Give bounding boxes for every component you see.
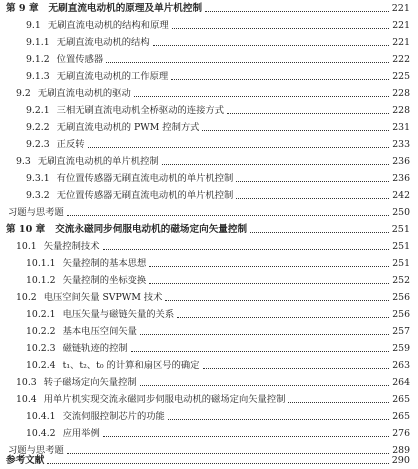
toc-entry xyxy=(16,374,410,391)
entry-title: 磁链轨迹的控制 xyxy=(62,343,128,354)
entry-page: 263 xyxy=(392,360,410,371)
entry-page: 231 xyxy=(392,122,410,133)
entry-number: 10.2.3 xyxy=(26,343,56,354)
leader-dots xyxy=(250,231,389,233)
entry-page: 251 xyxy=(392,258,410,269)
entry-number: 9.2.3 xyxy=(26,139,50,150)
toc-entry xyxy=(16,238,410,255)
entry-title: 参考文献 xyxy=(6,455,45,466)
entry-title: 无刷直流电动机的结构 xyxy=(56,37,150,48)
leader-dots xyxy=(106,61,389,63)
entry-number: 10.1 xyxy=(16,241,37,252)
entry-page: 256 xyxy=(392,292,410,303)
entry-number: 10.4.1 xyxy=(26,411,56,422)
leader-dots xyxy=(153,44,389,46)
entry-title: 无位置传感器无刷直流电动机的单片机控制 xyxy=(56,190,234,201)
entry-title: 矢量控制的坐标变换 xyxy=(62,275,147,286)
entry-number: 9.2.2 xyxy=(26,122,50,133)
leader-dots xyxy=(236,197,389,199)
entry-number: 10.1.2 xyxy=(26,275,56,286)
leader-dots xyxy=(88,146,389,148)
toc-entry xyxy=(16,391,410,408)
entry-title: t₁、t₂、t₀ 的计算和扇区号的确定 xyxy=(62,360,200,371)
entry-title: 应用举例 xyxy=(62,428,100,439)
entry-title: 习题与思考题 xyxy=(8,445,64,456)
entry-number: 10.4 xyxy=(16,394,37,405)
leader-dots xyxy=(172,27,389,29)
leader-dots xyxy=(177,316,389,318)
toc-entry xyxy=(26,51,410,68)
entry-title: 三相无刷直流电动机全桥驱动的连接方式 xyxy=(56,105,225,116)
leader-dots xyxy=(162,163,389,165)
entry-number: 9.2.1 xyxy=(26,105,50,116)
entry-number: 9.1.1 xyxy=(26,37,50,48)
toc-entry-references xyxy=(6,452,410,469)
entry-page: 276 xyxy=(392,428,410,439)
entry-number: 10.2.2 xyxy=(26,326,56,337)
toc-entry xyxy=(26,255,410,272)
entry-number: 10.3 xyxy=(16,377,37,388)
entry-number: 9.1 xyxy=(26,20,41,31)
toc-entry xyxy=(26,187,410,204)
entry-page: 221 xyxy=(392,37,410,48)
entry-page: 236 xyxy=(392,156,410,167)
entry-title: 位置传感器 xyxy=(56,54,104,65)
toc-entry xyxy=(26,34,410,51)
entry-number: 第 10 章 xyxy=(6,224,46,235)
entry-number: 9.2 xyxy=(16,88,31,99)
leader-dots xyxy=(103,248,390,250)
leader-dots xyxy=(227,112,389,114)
entry-number: 9.3.2 xyxy=(26,190,50,201)
leader-dots xyxy=(131,350,389,352)
entry-number: 10.1.1 xyxy=(26,258,56,269)
toc-entry xyxy=(8,204,410,221)
toc-entry xyxy=(26,102,410,119)
entry-number: 10.2 xyxy=(16,292,37,303)
entry-page: 265 xyxy=(392,411,410,422)
entry-page: 251 xyxy=(392,241,410,252)
leader-dots xyxy=(149,265,389,267)
entry-page: 228 xyxy=(392,105,410,116)
entry-title: 交流永磁同步伺服电动机的磁场定向矢量控制 xyxy=(55,224,248,235)
entry-page: 257 xyxy=(392,326,410,337)
entry-number: 9.1.2 xyxy=(26,54,50,65)
leader-dots xyxy=(103,435,389,437)
entry-page: 264 xyxy=(392,377,410,388)
toc-entry xyxy=(26,340,410,357)
entry-title: 无刷直流电动机的 PWM 控制方式 xyxy=(56,122,200,133)
toc-entry xyxy=(26,136,410,153)
toc-entry xyxy=(26,68,410,85)
entry-number: 9.3.1 xyxy=(26,173,50,184)
entry-title: 电压矢量与磁链矢量的关系 xyxy=(62,309,175,320)
entry-title: 用单片机实现交流永磁同步伺服电动机的磁场定向矢量控制 xyxy=(43,394,286,405)
leader-dots xyxy=(205,10,389,12)
toc-entry xyxy=(26,119,410,136)
leader-dots xyxy=(140,333,389,335)
entry-page: 251 xyxy=(391,224,410,235)
entry-title: 无刷直流电动机的驱动 xyxy=(37,88,131,99)
toc-entry xyxy=(16,289,410,306)
toc-entry xyxy=(26,323,410,340)
entry-page: 250 xyxy=(392,207,410,218)
entry-page: 252 xyxy=(392,275,410,286)
toc-entry xyxy=(26,170,410,187)
leader-dots xyxy=(140,384,389,386)
entry-title: 无刷直流电动机的工作原理 xyxy=(56,71,169,82)
leader-dots xyxy=(203,367,390,369)
entry-number: 第 9 章 xyxy=(6,3,39,14)
leader-dots xyxy=(67,214,389,216)
entry-title: 矢量控制技术 xyxy=(43,241,100,252)
entry-title: 正反转 xyxy=(56,139,85,150)
leader-dots xyxy=(149,282,389,284)
leader-dots xyxy=(165,299,389,301)
entry-page: 222 xyxy=(392,54,410,65)
toc-entry xyxy=(26,408,410,425)
entry-page: 242 xyxy=(392,190,410,201)
entry-title: 矢量控制的基本思想 xyxy=(62,258,147,269)
entry-number: 9.1.3 xyxy=(26,71,50,82)
toc-entry xyxy=(6,0,410,17)
entry-page: 265 xyxy=(392,394,410,405)
entry-page: 233 xyxy=(392,139,410,150)
entry-title: 转子磁场定向矢量控制 xyxy=(43,377,137,388)
entry-page: 221 xyxy=(392,20,410,31)
entry-number: 10.2.1 xyxy=(26,309,56,320)
entry-title: 无刷直流电动机的单片机控制 xyxy=(37,156,159,167)
toc-entry xyxy=(26,425,410,442)
toc-entry xyxy=(26,306,410,323)
leader-dots xyxy=(134,95,389,97)
leader-dots xyxy=(288,401,389,403)
entry-page: 221 xyxy=(391,3,410,14)
entry-page: 236 xyxy=(392,173,410,184)
entry-page: 259 xyxy=(392,343,410,354)
entry-title: 电压空间矢量 SVPWM 技术 xyxy=(43,292,163,303)
entry-title: 无刷直流电动机的结构和原理 xyxy=(47,20,169,31)
toc-entry xyxy=(16,85,410,102)
entry-title: 无刷直流电动机的原理及单片机控制 xyxy=(48,3,203,14)
toc-entry xyxy=(6,221,410,238)
entry-page: 290 xyxy=(391,455,410,466)
entry-title: 交流伺服控制芯片的功能 xyxy=(62,411,165,422)
toc-entry xyxy=(26,357,410,374)
entry-number: 10.4.2 xyxy=(26,428,56,439)
entry-number: 10.2.4 xyxy=(26,360,56,371)
entry-title: 基本电压空间矢量 xyxy=(62,326,137,337)
leader-dots xyxy=(168,418,389,420)
entry-page: 228 xyxy=(392,88,410,99)
leader-dots xyxy=(236,180,389,182)
toc-entry xyxy=(26,17,410,34)
entry-page: 256 xyxy=(392,309,410,320)
leader-dots xyxy=(202,129,389,131)
entry-page: 225 xyxy=(392,71,410,82)
entry-number: 9.3 xyxy=(16,156,31,167)
entry-title: 有位置传感器无刷直流电动机的单片机控制 xyxy=(56,173,234,184)
entry-title: 习题与思考题 xyxy=(8,207,64,218)
leader-dots xyxy=(171,78,389,80)
entry-page: 289 xyxy=(392,445,410,456)
toc-entry xyxy=(16,153,410,170)
leader-dots xyxy=(47,462,388,464)
toc-entry xyxy=(26,272,410,289)
